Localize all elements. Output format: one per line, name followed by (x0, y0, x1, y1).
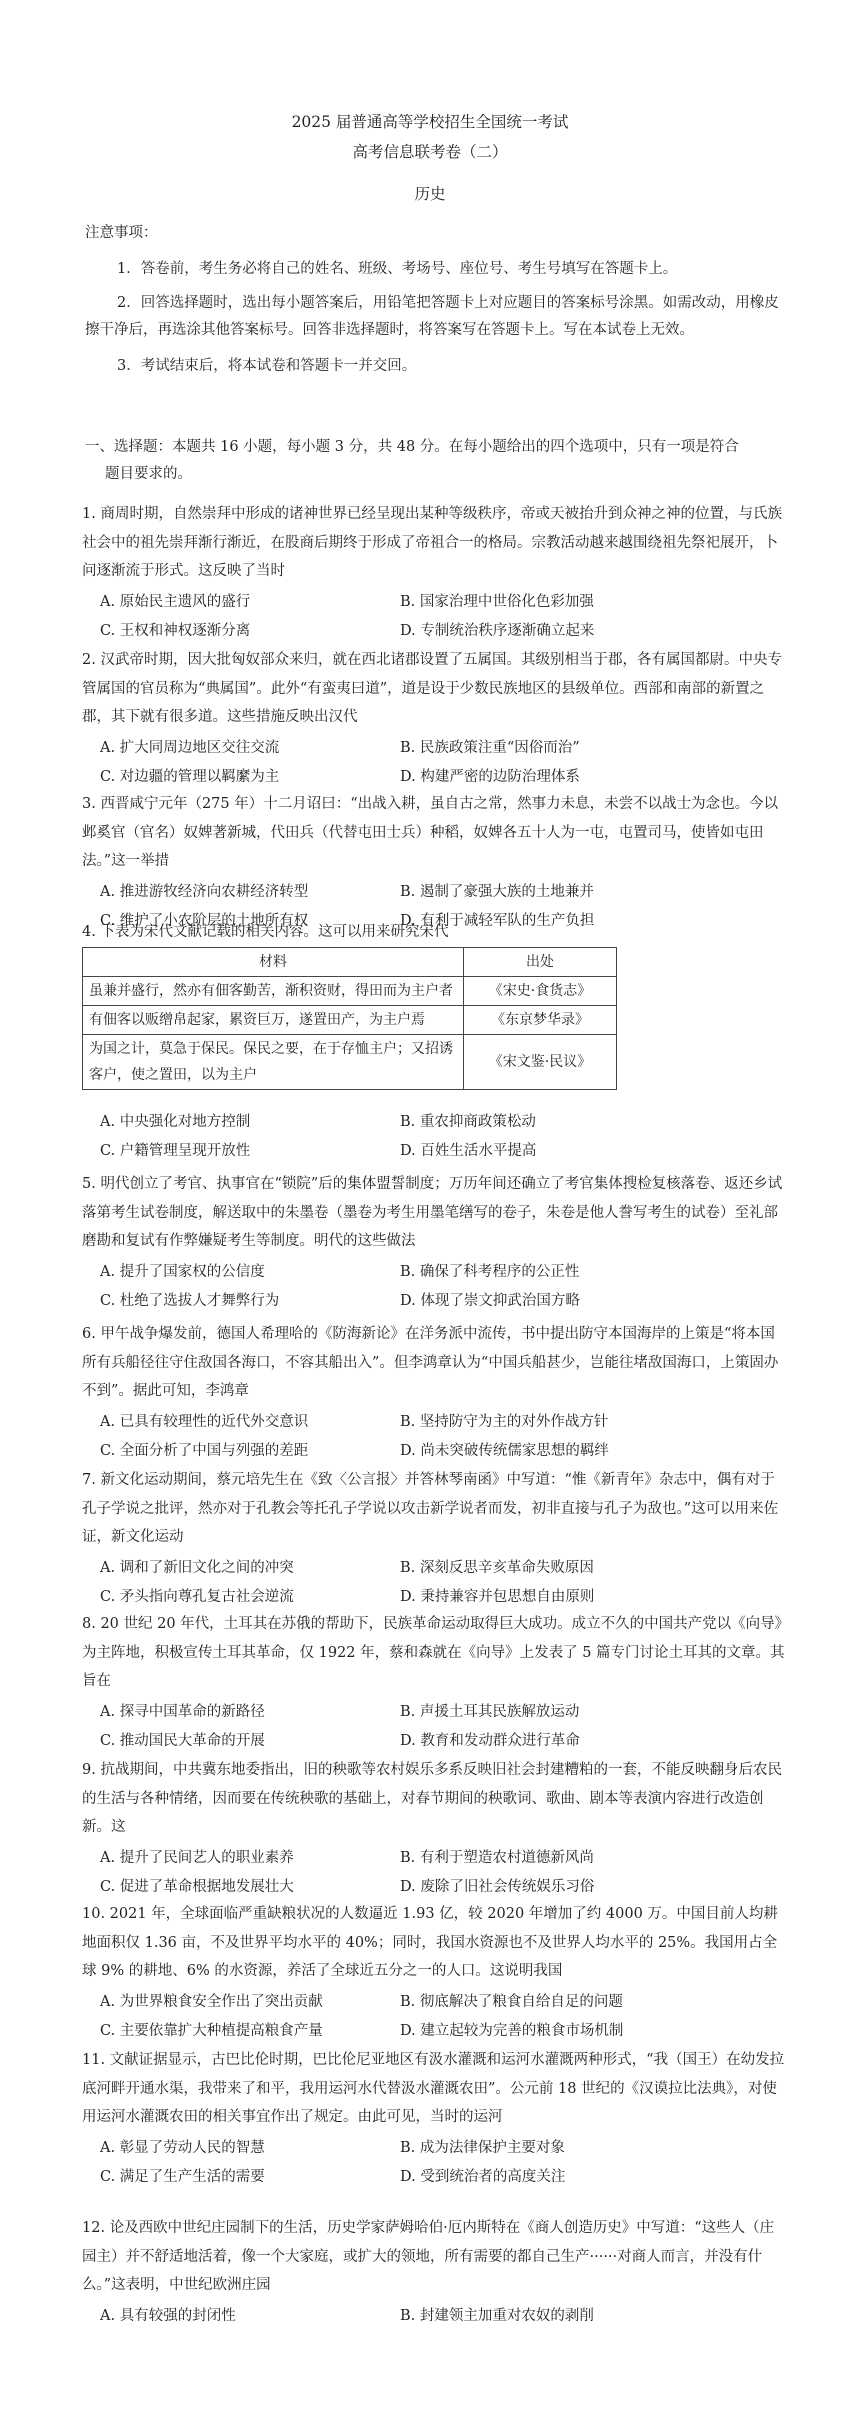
option-d: D. 秉持兼容并包思想自由原则 (400, 1588, 595, 1605)
option-a: A. 探寻中国革命的新路径 (100, 1703, 265, 1720)
option-d: D. 构建严密的边防治理体系 (400, 768, 580, 785)
option-a: A. 扩大同周边地区交往交流 (100, 739, 280, 756)
option-b: B. 国家治理中世俗化色彩加强 (400, 593, 594, 610)
question-stem: 7. 新文化运动期间，蔡元培先生在《致〈公言报〉并答林琴南函》中写道：“惟《新青年》杂志中，偶有对于孔子学说之批评，然亦对于孔教会等托孔子学说以攻击新学说者而发，初非直接与孔子为敌也。”这可以用来佐证，新文化运动 (82, 1472, 779, 1545)
option-d: D. 教育和发动群众进行革命 (400, 1732, 580, 1749)
section-heading-line2: 题目要求的。 (105, 466, 192, 482)
source-table (82, 947, 617, 1090)
question-1 (82, 500, 787, 646)
question-10 (82, 1900, 787, 2046)
option-group (82, 1698, 787, 1756)
question-12 (82, 2214, 787, 2360)
option-b: B. 有利于塑造农村道德新风尚 (400, 1849, 594, 1866)
question-2 (82, 646, 787, 792)
table-cell-source: 《东京梦华录》 (464, 1006, 617, 1035)
option-c: C. 满足了生产生活的需要 (100, 2168, 265, 2185)
option-d: D. 专制统治秩序逐渐确立起来 (400, 622, 595, 639)
notice-text-3: 3．考试结束后，将本试卷和答题卡一并交回。 (117, 358, 417, 374)
table-cell-source: 《宋史·食货志》 (464, 977, 617, 1006)
option-a: A. 中央强化对地方控制 (100, 1114, 251, 1130)
option-group (82, 1408, 787, 1466)
option-b: B. 成为法律保护主要对象 (400, 2139, 565, 2156)
option-b: B. 遏制了豪强大族的土地兼并 (400, 883, 594, 900)
option-b: B. 重农抑商政策松动 (400, 1114, 536, 1130)
table-header-material: 材料 (83, 948, 464, 977)
table-row (83, 977, 617, 1006)
option-a: A. 彰显了劳动人民的智慧 (100, 2139, 265, 2156)
option-group (82, 1988, 787, 2046)
question-4-options (82, 1106, 787, 1166)
option-group (82, 2134, 787, 2192)
table-cell-material: 为国之计，莫急于保民。保民之要，在于存恤主户；又招诱客户，使之置田，以为主户 (83, 1035, 464, 1090)
notice-text-1: 1．答卷前，考生务必将自己的姓名、班级、考场号、座位号、考生号填写在答题卡上。 (117, 261, 678, 277)
table-row (83, 1006, 617, 1035)
option-a: A. 原始民主遗风的盛行 (100, 593, 251, 610)
question-6 (82, 1320, 787, 1466)
option-c: C. 对边疆的管理以羁縻为主 (100, 768, 280, 785)
question-stem: 3. 西晋咸宁元年（275 年）十二月诏曰：“出战入耕，虽自古之常，然事力未息，未尝不以战士为念也。今以邺奚官（官名）奴婢著新城，代田兵（代替屯田士兵）种稻，奴婢各五十人为一屯，屯置司马，使皆如屯田法。”这一举措 (82, 796, 779, 869)
notice-item-2 (85, 290, 785, 344)
question-7 (82, 1466, 787, 1612)
question-stem: 8. 20 世纪 20 年代，土耳其在苏俄的帮助下，民族革命运动取得巨大成功。成立不久的中国共产党以《向导》为主阵地，积极宣传土耳其革命，仅 1922 年，蔡和森就在《向导》上发表了 5 篇专门讨论土耳其的文章。其旨在 (82, 1616, 785, 1689)
question-3 (82, 790, 787, 936)
option-c: C. 户籍管理呈现开放性 (100, 1143, 251, 1159)
option-a: A. 已具有较理性的近代外交意识 (100, 1413, 309, 1430)
notice-text-2: 2．回答选择题时，选出每小题答案后，用铅笔把答题卡上对应题目的答案标号涂黑。如需改动，用橡皮擦干净后，再选涂其他答案标号。回答非选择题时，将答案写在答题卡上。写在本试卷上无效。 (85, 295, 779, 338)
option-a: A. 提升了民间艺人的职业素养 (100, 1849, 294, 1866)
question-stem: 4. 下表为宋代文献记载的相关内容。这可以用来研究宋代 (82, 924, 449, 940)
option-a: A. 提升了国家权的公信度 (100, 1263, 265, 1280)
question-stem: 6. 甲午战争爆发前，德国人希理哈的《防海新论》在洋务派中流传，书中提出防守本国海岸的上策是“将本国所有兵船径往守住敌国各海口，不容其船出入”。但李鸿章认为“中国兵船甚少，岂能往堵敌国海口，上策固办不到”。据此可知，李鸿章 (82, 1326, 779, 1399)
option-c: C. 矛头指向尊孔复古社会逆流 (100, 1588, 294, 1605)
question-stem: 9. 抗战期间，中共冀东地委指出，旧的秧歌等农村娱乐多系反映旧社会封建糟粕的一套，不能反映翻身后农民的生活与各种情绪，因而要在传统秧歌的基础上，对春节期间的秧歌词、歌曲、剧本等表演内容进行改造创新。这 (82, 1762, 782, 1835)
notice-item-1 (85, 256, 785, 283)
option-b: B. 民族政策注重“因俗而治” (400, 739, 580, 756)
question-stem: 2. 汉武帝时期，因大批匈奴部众来归，就在西北诸郡设置了五属国。其级别相当于郡，各有属国都尉。中央专管属国的官员称为“典属国”。此外“有蛮夷曰道”，道是设于少数民族地区的县级单位。西部和南部的新置之郡，其下就有很多道。这些措施反映出汉代 (82, 652, 782, 725)
option-group (82, 2302, 787, 2360)
option-c: C. 维护了小农阶层的土地所有权 (100, 912, 309, 929)
option-c: C. 促进了革命根据地发展壮大 (100, 1878, 294, 1895)
option-group (82, 1844, 787, 1902)
option-a: A. 具有较强的封闭性 (100, 2307, 236, 2324)
option-group (82, 1554, 787, 1612)
option-b: B. 封建领主加重对农奴的剥削 (400, 2307, 594, 2324)
option-group (82, 588, 787, 646)
question-9 (82, 1756, 787, 1902)
option-c: C. 主要依靠扩大种植提高粮食产量 (100, 2022, 323, 2039)
question-stem: 12. 论及西欧中世纪庄园制下的生活，历史学家萨姆哈伯·厄内斯特在《商人创造历史》中写道：“这些人（庄园主）并不舒适地活着，像一个大家庭，或扩大的领地，所有需要的都自己生产······对商人而言，并没有什么。”这表明，中世纪欧洲庄园 (82, 2220, 775, 2293)
section-heading-line1: 一、选择题：本题共 16 小题，每小题 3 分，共 48 分。在每小题给出的四个选项中，只有一项是符合 (85, 439, 739, 455)
option-b: B. 深刻反思辛亥革命失败原因 (400, 1559, 594, 1576)
question-stem: 11. 文献证据显示，古巴比伦时期，巴比伦尼亚地区有汲水灌溉和运河水灌溉两种形式，“我（国王）在幼发拉底河畔开通水渠，我带来了和平，我用运河水代替汲水灌溉农田”。公元前 18 世纪的《汉谟拉比法典》，对使用运河水灌溉农田的相关事宜作出了规定。由此可见，当时的运河 (82, 2052, 785, 2125)
table-header-row (83, 948, 617, 977)
option-a: A. 推进游牧经济向农耕经济转型 (100, 883, 309, 900)
option-c: C. 王权和神权逐渐分离 (100, 622, 251, 639)
option-group (82, 734, 787, 792)
option-d: D. 建立起较为完善的粮食市场机制 (400, 2022, 624, 2039)
option-d: D. 废除了旧社会传统娱乐习俗 (400, 1878, 595, 1895)
option-b: B. 坚持防守为主的对外作战方针 (400, 1413, 609, 1430)
table-cell-material: 有佃客以贩缯帛起家，累资巨万，遂置田产，为主户焉 (83, 1006, 464, 1035)
question-stem: 1. 商周时期，自然崇拜中形成的诸神世界已经呈现出某种等级秩序，帝或天被抬升到众神之神的位置，与氏族社会中的祖先崇拜渐行渐近，在股商后期终于形成了帝祖合一的格局。宗教活动越来越围绕祖先祭祀展开，卜问逐渐流于形式。这反映了当时 (82, 506, 782, 579)
option-c: C. 全面分析了中国与列强的差距 (100, 1442, 309, 1459)
table-cell-source: 《宋文鉴·民议》 (464, 1035, 617, 1090)
table-cell-material: 虽兼并盛行，然亦有佃客勤苦，渐积资财，得田而为主户者 (83, 977, 464, 1006)
exam-subtitle: 高考信息联考卷（二） (352, 143, 508, 161)
option-d: D. 百姓生活水平提高 (400, 1143, 537, 1159)
option-a: A. 为世界粮食安全作出了突出贡献 (100, 1993, 323, 2010)
option-b: B. 确保了科考程序的公正性 (400, 1263, 580, 1280)
option-c: C. 杜绝了选拔人才舞弊行为 (100, 1292, 280, 1309)
option-d: D. 有利于减轻军队的生产负担 (400, 912, 595, 929)
subject-title: 历史 (414, 185, 446, 203)
option-a: A. 调和了新旧文化之间的冲突 (100, 1559, 294, 1576)
option-group (82, 1108, 787, 1166)
question-4 (82, 918, 787, 947)
option-d: D. 体现了崇文抑武治国方略 (400, 1292, 580, 1309)
question-stem: 5. 明代创立了考官、执事官在“锁院”后的集体盟誓制度；万历年间还确立了考官集体搜检复核落卷、返还乡试落第考生试卷制度，解送取中的朱墨卷（墨卷为考生用墨笔缮写的卷子，朱卷是他人誊写考生的试卷）至礼部磨勘和复试有作弊嫌疑考生等制度。明代的这些做法 (82, 1176, 783, 1249)
question-11 (82, 2046, 787, 2192)
exam-title: 2025 届普通高等学校招生全国统一考试 (291, 113, 569, 131)
section-heading (85, 434, 785, 488)
table-header-source: 出处 (464, 948, 617, 977)
option-group (82, 1258, 787, 1316)
notice-item-3 (85, 353, 785, 380)
question-5 (82, 1170, 787, 1316)
option-b: B. 声援土耳其民族解放运动 (400, 1703, 580, 1720)
option-b: B. 彻底解决了粮食自给自足的问题 (400, 1993, 623, 2010)
option-c: C. 推动国民大革命的开展 (100, 1732, 265, 1749)
notice-heading: 注意事项： (85, 225, 158, 241)
question-8 (82, 1610, 787, 1756)
question-stem: 10. 2021 年，全球面临严重缺粮状况的人数逼近 1.93 亿，较 2020 年增加了约 4000 万。中国目前人均耕地面积仅 1.36 亩，不及世界平均水平的 40%；同时，我国水资源也不及世界人均水平的 25%。我国用占全球 9% 的耕地、6% 的水资源，养活了全球近五分之一的人口。这说明我国 (82, 1906, 778, 1979)
table-row (83, 1035, 617, 1090)
option-d: D. 尚未突破传统儒家思想的羁绊 (400, 1442, 609, 1459)
option-d: D. 受到统治者的高度关注 (400, 2168, 566, 2185)
